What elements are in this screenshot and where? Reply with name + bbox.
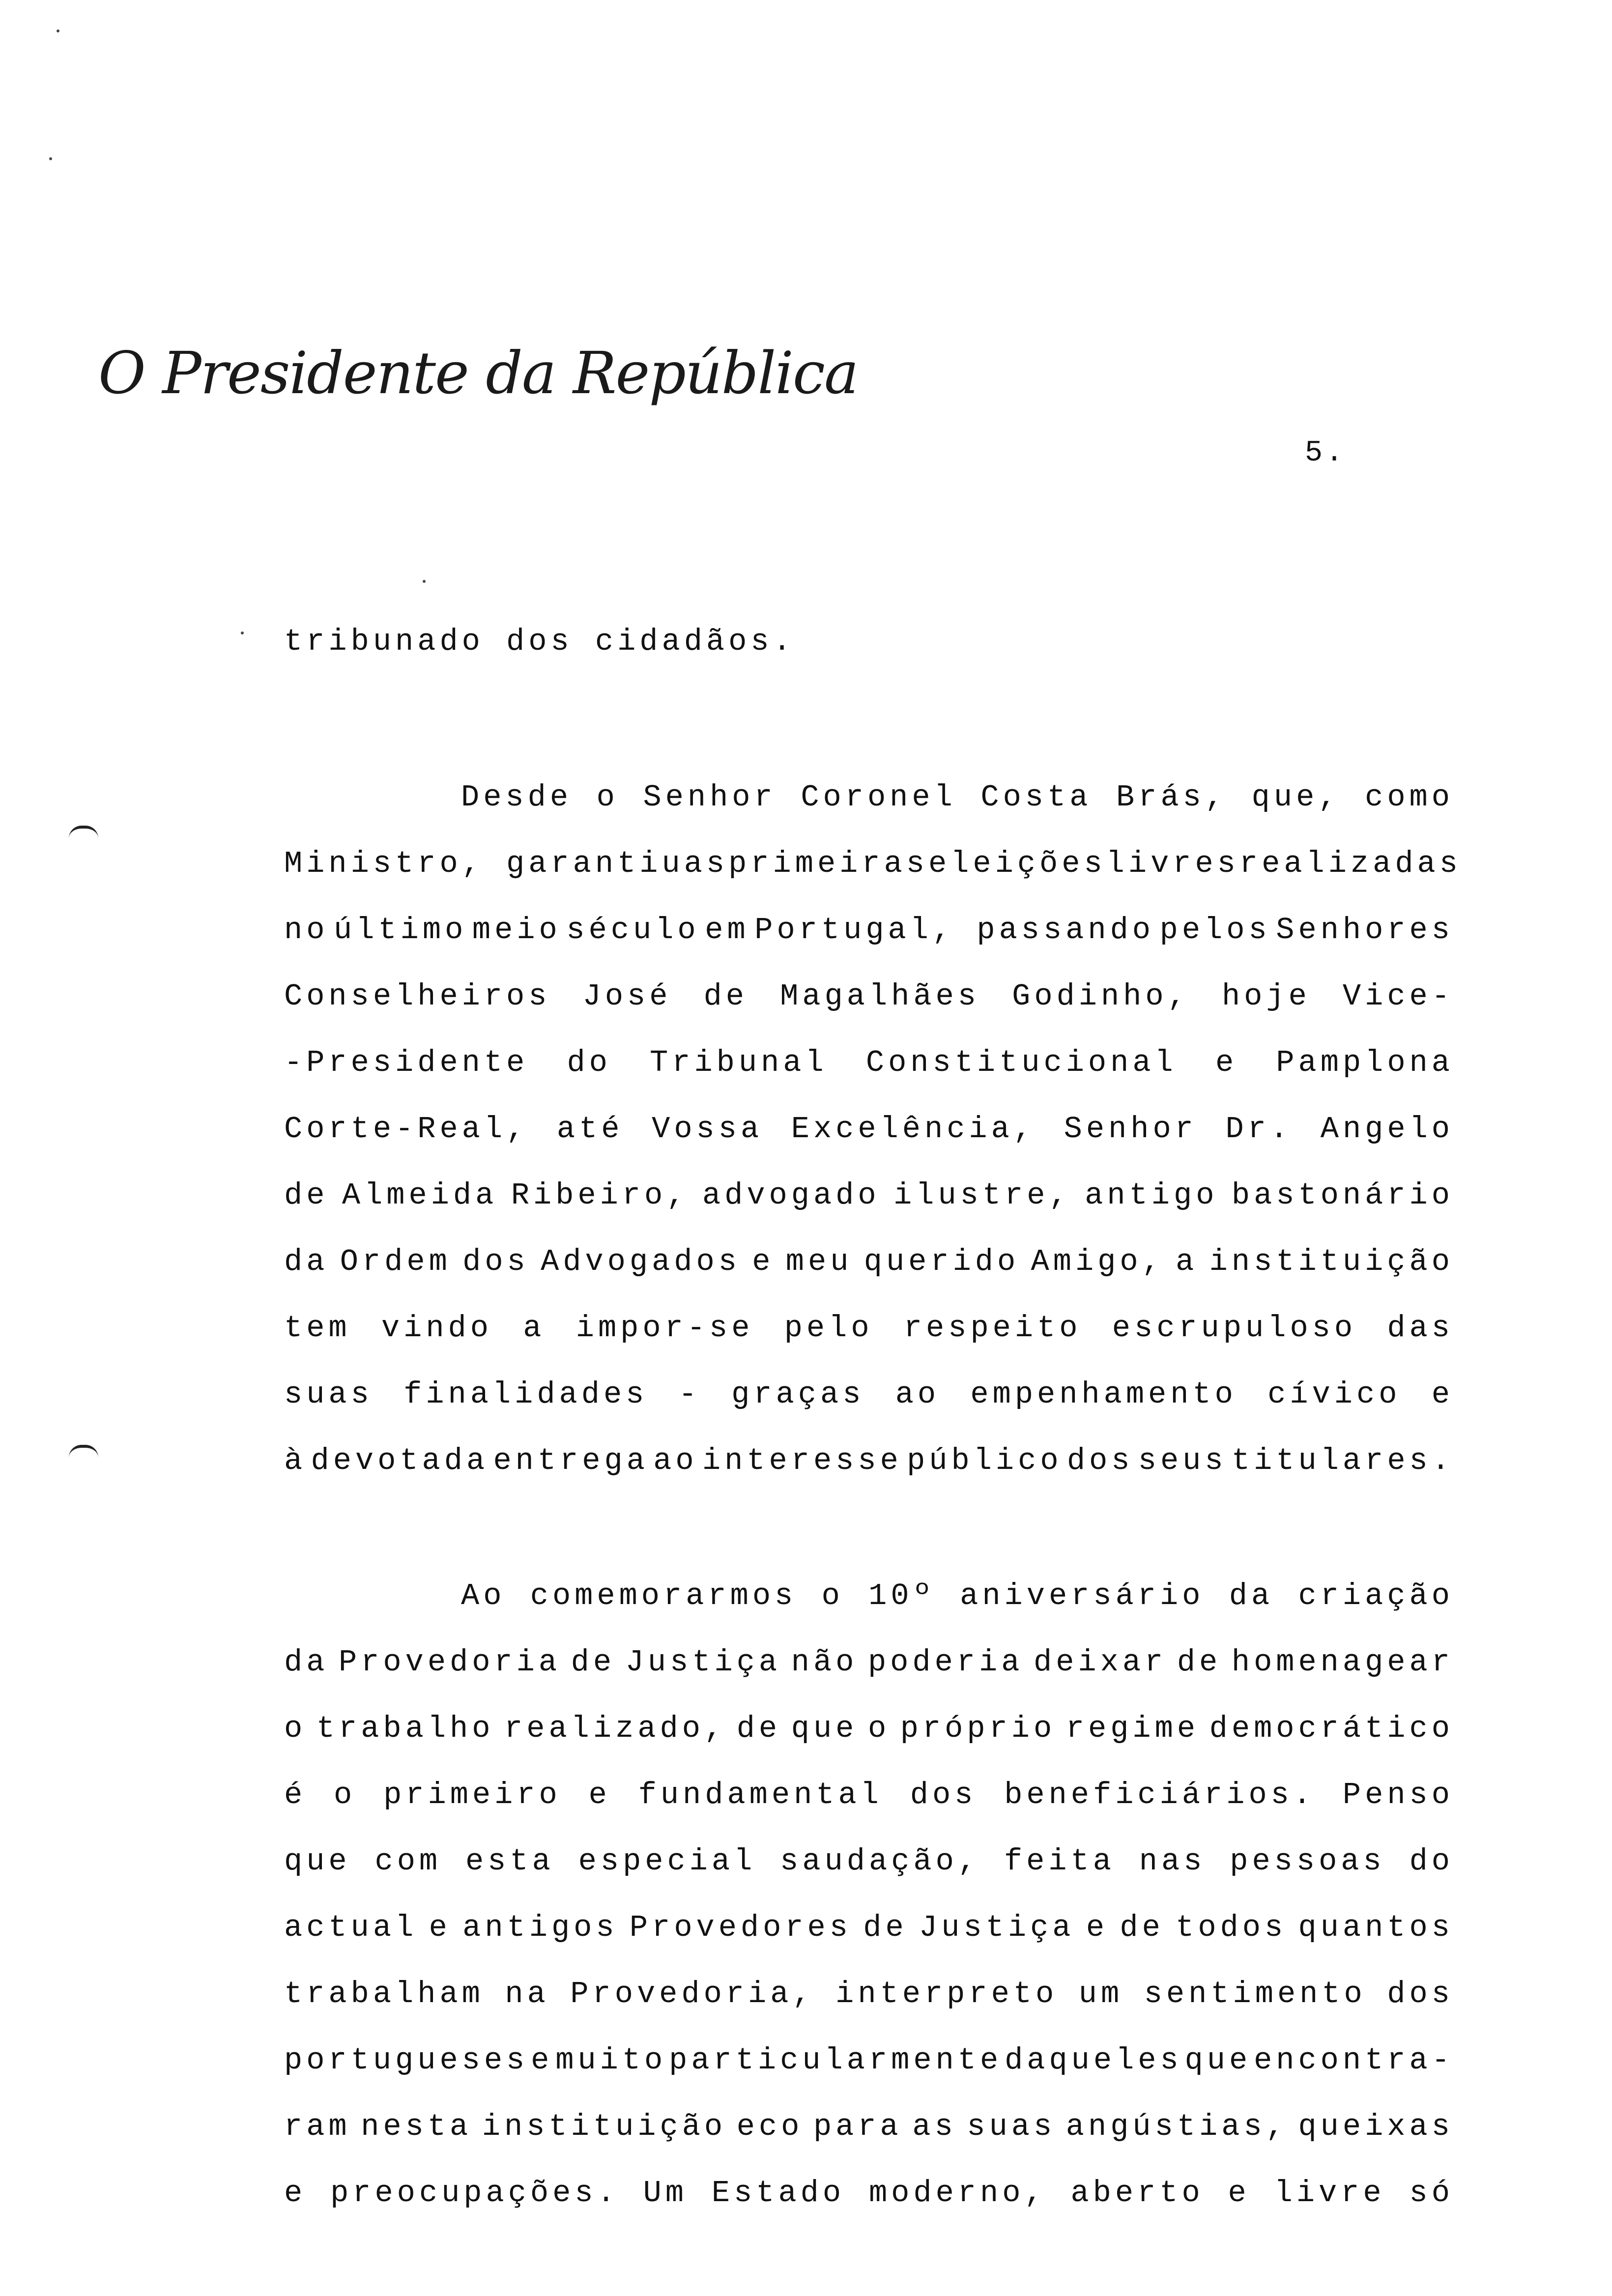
word: Estado <box>711 2176 845 2210</box>
word: de <box>863 1910 908 1945</box>
word: nas <box>1139 1844 1206 1879</box>
word: de <box>1120 1910 1164 1945</box>
word: Ordem <box>340 1244 451 1279</box>
word: Senhor <box>643 780 777 815</box>
word: realizado, <box>504 1711 727 1746</box>
text-line <box>284 1629 1454 1695</box>
word: como <box>1365 780 1454 815</box>
word: Angelo <box>1320 1112 1454 1147</box>
word: até <box>556 1112 624 1147</box>
word: 10º <box>868 1578 935 1613</box>
word: dos <box>462 1244 529 1279</box>
word: democrático <box>1209 1711 1454 1746</box>
word: Vice- <box>1342 979 1454 1014</box>
word: próprio <box>900 1711 1056 1746</box>
word: especial <box>578 1844 756 1879</box>
word: e <box>752 1244 775 1279</box>
word: e <box>531 2043 553 2078</box>
text-line <box>284 2160 1454 2226</box>
word: graças <box>731 1377 865 1412</box>
word: angústias, <box>1065 2109 1288 2144</box>
word: é <box>284 1778 307 1812</box>
text-line <box>284 1762 1454 1828</box>
word: de <box>736 1711 781 1746</box>
word: Justiça <box>625 1645 781 1680</box>
word: o <box>334 1778 356 1812</box>
word: pelos <box>1159 913 1271 947</box>
word: ram <box>284 2109 351 2144</box>
word: antigos <box>462 1910 618 1945</box>
word: daqueles <box>1005 2043 1182 2078</box>
paragraph-1 <box>284 764 1462 1494</box>
word: empenhamento <box>970 1377 1237 1412</box>
paragraph-2 <box>284 1563 1454 2226</box>
word: Ao <box>461 1578 506 1613</box>
word: à <box>284 1443 307 1478</box>
scan-speck <box>49 157 52 160</box>
word: nesta <box>361 2109 472 2144</box>
word: respeito <box>903 1311 1082 1346</box>
word: feita <box>1004 1844 1115 1879</box>
word: antigo <box>1085 1178 1218 1213</box>
word: ao <box>895 1377 940 1412</box>
word: no <box>284 913 329 947</box>
word: Penso <box>1342 1778 1454 1812</box>
word: Vossa <box>652 1112 763 1147</box>
word: vindo <box>381 1311 492 1346</box>
margin-mark <box>69 826 98 838</box>
word: Costa <box>980 780 1092 815</box>
word: querido <box>864 1244 1020 1279</box>
word: não <box>791 1645 858 1680</box>
word: cívico <box>1267 1377 1401 1412</box>
text-line <box>284 1695 1454 1762</box>
word: -Presidente <box>284 1045 529 1080</box>
word: primeiro <box>383 1778 561 1812</box>
word: eleições <box>928 846 1106 881</box>
word: dos <box>910 1778 977 1812</box>
word: Coronel <box>801 780 956 815</box>
word: poderia <box>867 1645 1024 1680</box>
word: primeiras <box>728 846 928 881</box>
word: e <box>588 1778 611 1812</box>
word: Brás, <box>1116 780 1228 815</box>
word: hoje <box>1221 979 1311 1014</box>
word: Conselheiros <box>284 979 551 1014</box>
word: de <box>284 1178 329 1213</box>
word: dos <box>1387 1977 1454 2011</box>
word: século <box>566 913 700 947</box>
word: que <box>1184 2043 1252 2078</box>
word: em <box>705 913 749 947</box>
word: aberto <box>1070 2176 1204 2210</box>
word: Corte-Real, <box>284 1112 529 1147</box>
word: da <box>284 1244 329 1279</box>
scan-speck <box>241 631 244 634</box>
word: moderno, <box>868 2176 1047 2210</box>
word: encontra- <box>1254 2043 1454 2078</box>
word: e <box>1431 1377 1454 1412</box>
word: comemorarmos <box>530 1578 797 1613</box>
word: de <box>703 979 748 1014</box>
text-line <box>284 2027 1454 2094</box>
word: a <box>1176 1244 1198 1279</box>
word: Provedores <box>629 1910 852 1945</box>
word: dos <box>1066 1443 1134 1478</box>
text-line <box>284 1361 1454 1428</box>
word: meu <box>785 1244 853 1279</box>
word: ilustre, <box>893 1178 1071 1213</box>
word: escrupuloso <box>1112 1311 1357 1346</box>
text-line <box>284 1030 1454 1096</box>
word: criação <box>1298 1578 1454 1613</box>
text-line <box>284 1961 1454 2027</box>
word: as <box>912 2109 957 2144</box>
word: o <box>284 1711 307 1746</box>
word: Provedoria <box>339 1645 561 1680</box>
word: Advogados <box>541 1244 741 1279</box>
word: finalidades <box>403 1377 648 1412</box>
word: titulares. <box>1231 1443 1454 1478</box>
word: actual <box>284 1910 418 1945</box>
word: Provedoria, <box>570 1977 815 2011</box>
word: beneficiários. <box>1004 1778 1316 1812</box>
word: Amigo, <box>1031 1244 1164 1279</box>
word: bastonário <box>1231 1178 1454 1213</box>
text-line <box>284 1894 1454 1961</box>
word: trabalham <box>284 1977 484 2011</box>
word: Portugal, passando <box>754 913 1155 947</box>
letterhead: O Presidente da República <box>98 339 858 407</box>
text-line <box>284 1828 1454 1894</box>
word: José <box>582 979 672 1014</box>
word: Dr. <box>1225 1112 1293 1147</box>
word: eco <box>736 2109 804 2144</box>
text-line <box>284 897 1454 963</box>
word: instituição <box>482 2109 727 2144</box>
word: Pamplona <box>1276 1045 1454 1080</box>
text-line <box>284 1295 1454 1361</box>
word: Constitucional <box>865 1045 1177 1080</box>
word: advogado <box>702 1178 880 1213</box>
scan-speck <box>57 29 59 32</box>
word: Senhores <box>1276 913 1454 947</box>
word: e <box>429 1910 451 1945</box>
word: trabalho <box>316 1711 494 1746</box>
word: todos <box>1176 1910 1287 1945</box>
word: realizadas <box>1239 846 1462 881</box>
word: meio <box>472 913 561 947</box>
word: portugueses <box>284 2043 529 2078</box>
word: o <box>821 1578 844 1613</box>
word: seus <box>1138 1443 1227 1478</box>
text-line <box>284 2094 1454 2160</box>
word: suas <box>284 1377 373 1412</box>
text-line <box>284 831 1462 897</box>
text-line <box>284 1428 1454 1494</box>
word: que <box>284 1844 351 1879</box>
word: deixar <box>1034 1645 1167 1680</box>
word: que <box>791 1711 858 1746</box>
word: interpreto <box>835 1977 1058 2011</box>
word: público <box>907 1443 1063 1478</box>
word: Excelência, <box>791 1112 1036 1147</box>
word: livre <box>1274 2176 1385 2210</box>
word: aniversário <box>960 1578 1205 1613</box>
word: interesse <box>702 1443 902 1478</box>
text-line <box>284 1563 1454 1629</box>
word: e <box>1215 1045 1238 1080</box>
continuation-line: tribunado dos cidadãos. <box>284 624 795 659</box>
word: fundamental <box>638 1778 883 1812</box>
word: o <box>867 1711 891 1746</box>
word: - <box>678 1377 701 1412</box>
word: na <box>505 1977 549 2011</box>
scan-speck <box>423 580 426 583</box>
word: pelo <box>784 1311 873 1346</box>
text-line <box>284 963 1454 1030</box>
word: da <box>1229 1578 1274 1613</box>
word: Desde <box>461 780 573 815</box>
word: de <box>1177 1645 1222 1680</box>
text-line <box>284 1229 1454 1295</box>
word: entrega <box>493 1443 649 1478</box>
word: instituição <box>1209 1244 1454 1279</box>
word: Um <box>643 2176 688 2210</box>
word: ao <box>653 1443 698 1478</box>
word: Senhor <box>1064 1112 1197 1147</box>
word: Justiça <box>919 1910 1075 1945</box>
word: esta <box>465 1844 554 1879</box>
word: Ribeiro, <box>511 1178 689 1213</box>
word: um <box>1078 1977 1123 2011</box>
word: e <box>284 2176 307 2210</box>
word: pessoas <box>1230 1844 1385 1879</box>
word: de <box>571 1645 616 1680</box>
word: Godinho, <box>1012 979 1190 1014</box>
margin-mark <box>69 1445 98 1458</box>
word: sentimento <box>1144 1977 1366 2011</box>
word: com <box>374 1844 442 1879</box>
word: queixas <box>1298 2109 1454 2144</box>
word: livres <box>1106 846 1239 881</box>
word: impor-se <box>576 1311 754 1346</box>
word: regime <box>1065 1711 1200 1746</box>
page-number: 5. <box>1305 436 1347 470</box>
word: das <box>1387 1311 1454 1346</box>
word: a <box>523 1311 546 1346</box>
word: e <box>1228 2176 1250 2210</box>
word: do <box>1409 1844 1454 1879</box>
word: só <box>1409 2176 1454 2210</box>
word: suas <box>967 2109 1056 2144</box>
word: saudação, <box>780 1844 980 1879</box>
word: para <box>813 2109 902 2144</box>
word: do <box>567 1045 611 1080</box>
text-line <box>284 1162 1454 1229</box>
word: preocupações. <box>330 2176 619 2210</box>
word: Ministro, garantiu <box>284 846 684 881</box>
word: muito <box>555 2043 667 2078</box>
text-line <box>284 764 1454 831</box>
word: o <box>596 780 619 815</box>
text-line <box>284 1096 1454 1162</box>
word: Magalhães <box>780 979 980 1014</box>
word: e <box>1086 1910 1109 1945</box>
word: Tribunal <box>650 1045 828 1080</box>
word: quantos <box>1298 1910 1454 1945</box>
word: da <box>284 1645 329 1680</box>
word: Almeida <box>342 1178 498 1213</box>
word: as <box>684 846 729 881</box>
word: tem <box>284 1311 351 1346</box>
word: último <box>334 913 467 947</box>
word: devotada <box>311 1443 489 1478</box>
word: que, <box>1251 780 1341 815</box>
word: homenagear <box>1231 1645 1454 1680</box>
word: particularmente <box>669 2043 1003 2078</box>
